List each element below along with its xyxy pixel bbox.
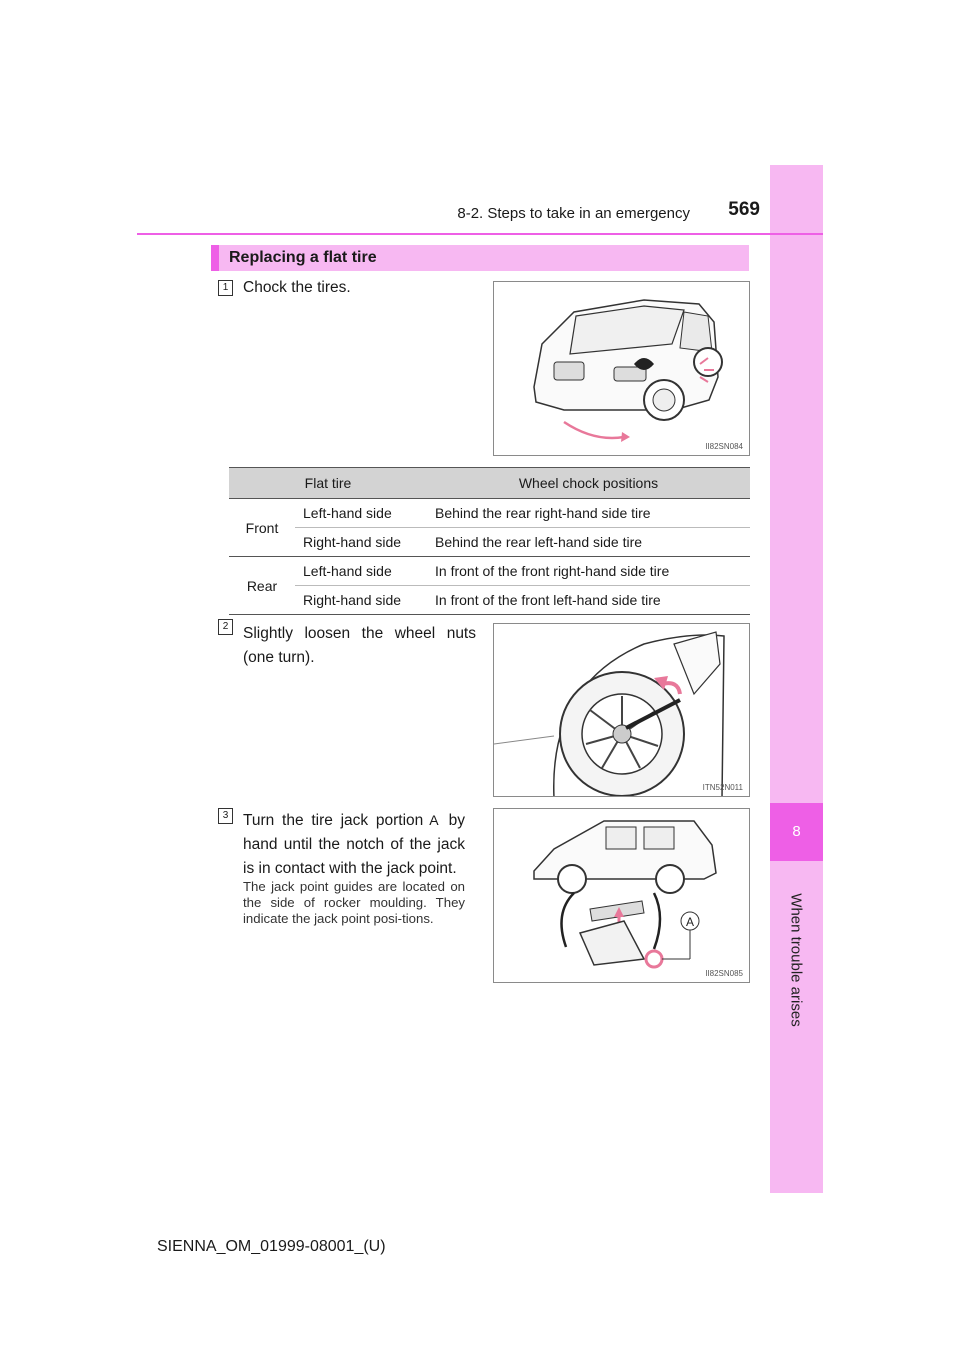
step-badge-2: 2 [218,619,233,635]
axle-cell: Front [229,499,295,557]
wheel-wrench-illustration [494,624,750,797]
wheel-chock-table [229,467,750,615]
side-cell: Right-hand side [295,586,427,615]
side-cell: Left-hand side [295,557,427,586]
step-1-text: Chock the tires. [243,279,351,296]
minivan-front-illustration [494,282,750,456]
position-cell: In front of the front left-hand side tire [427,586,750,615]
side-cell: Right-hand side [295,528,427,557]
label-a: A [429,812,439,828]
table-row [229,586,750,615]
figure-loosen-nuts [493,623,750,797]
table-row [229,557,750,586]
running-header: 8-2. Steps to take in an emergency [457,205,690,222]
step-2-text: Slightly loosen the wheel nuts (one turn). [243,625,476,666]
figure-code: II82SN084 [705,442,743,451]
side-tab [770,165,823,1193]
side-cell: Left-hand side [295,499,427,528]
figure-code: II82SN085 [705,969,743,978]
position-cell: Behind the rear right-hand side tire [427,499,750,528]
section-heading [211,245,749,271]
page-number: 569 [728,199,760,220]
table-header-flat-tire: Flat tire [229,468,427,499]
step-3-text-before: Turn the tire jack portion [243,812,424,829]
step-badge-3: 3 [218,808,233,824]
table-header-row [229,468,750,499]
figure-code: ITN52N011 [702,783,743,792]
jack-illustration [494,809,750,983]
axle-cell: Rear [229,557,295,615]
figure-chock-tires [493,281,750,456]
step-3-text [243,808,465,881]
figure-label-a: A [685,915,695,929]
table-header-chock-positions: Wheel chock positions [427,468,750,499]
table-row [229,499,750,528]
figure-jack-point [493,808,750,983]
position-cell: In front of the front right-hand side tire [427,557,750,586]
document-footer: SIENNA_OM_01999-08001_(U) [157,1238,386,1255]
step-badge-1: 1 [218,280,233,296]
header-rule [137,233,823,235]
table-row [229,528,750,557]
step-3-note: The jack point guides are located on the side of rocker moulding. They indicate the jack point posi-tions. [243,879,465,926]
chapter-number: 8 [770,803,823,861]
step-3-text-after: by hand until the notch of the jack is in contact with the jack point. [243,812,465,877]
section-heading-text: Replacing a flat tire [229,249,377,266]
position-cell: Behind the rear left-hand side tire [427,528,750,557]
